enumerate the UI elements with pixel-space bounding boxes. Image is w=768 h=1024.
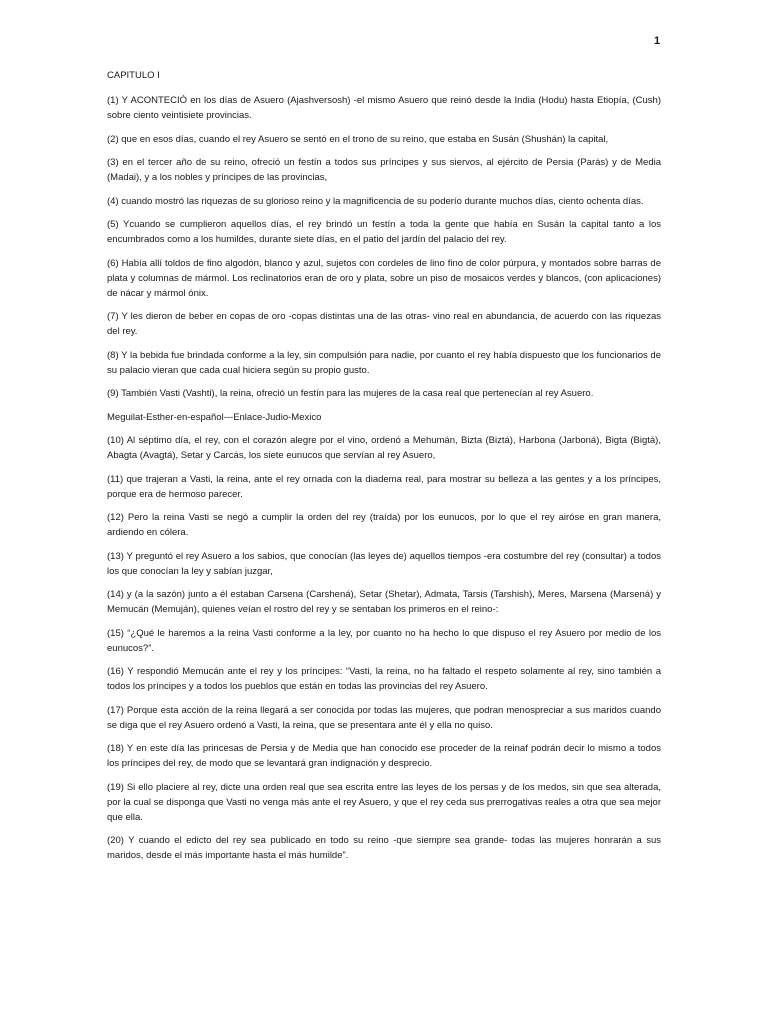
verse-paragraph: (13) Y preguntó el rey Asuero a los sabios, que conocían (las leyes de) aquellos tiempos -era costumbre del rey (consultar) a todos los que conocían la ley y sabían juzgar, <box>107 550 661 577</box>
verse-paragraph: (2) que en esos días, cuando el rey Asuero se sentó en el trono de su reino, que estaba en Susán (Shushán) la capital, <box>107 133 609 145</box>
chapter-title: CAPITULO I <box>107 70 160 81</box>
verse-paragraph: (4) cuando mostró las riquezas de su glorioso reino y la magnificencia de su poderío durante muchos días, ciento ochenta días. <box>107 195 644 207</box>
verse-paragraph: (1) Y ACONTECIÓ en los días de Asuero (Ajashversosh) -el mismo Asuero que reinó desde la India (Hodu) hasta Etiopía, (Cush) sobre ciento veintisiete provincias. <box>107 95 661 121</box>
verse-paragraph: (5) Ycuando se cumplieron aquellos días, el rey brindó un festín a toda la gente que había en Susán la capital tanto a los encumbrados como a los humildes, durante siete días, en el patio del jardín del palacio del rey. <box>107 219 661 245</box>
page-number: 1 <box>654 35 661 47</box>
verse-paragraph: (9) También Vasti (Vashti), la reina, ofreció un festín para las mujeres de la casa real que pertenecían al rey Asuero. <box>107 388 594 399</box>
verse-paragraph: (15) “¿Qué le haremos a la reina Vasti conforme a la ley, por cuanto no ha hecho lo que dispuso el rey Asuero por medio de los eunucos?”. <box>107 627 661 654</box>
verse-paragraph: (16) Y respondió Memucán ante el rey y los príncipes: “Vasti, la reina, no ha faltado el respeto solamente al rey, sino también a todos los príncipes y a todos los pueblos que están en todas las provincias del rey Asuero. <box>107 666 661 692</box>
verse-paragraph: (17) Porque esta acción de la reina llegará a ser conocida por todas las mujeres, que podran menospreciar a sus maridos cuando se diga que el rey Asuero ordenó a Vasti, la reina, que se presentara ante él y ella no quiso. <box>107 704 661 731</box>
verse-paragraph: (11) que trajeran a Vasti, la reina, ante el rey ornada con la diadema real, para mostrar su belleza a las gentes y a los príncipes, porque era de hermoso parecer. <box>107 473 661 500</box>
verse-paragraph: (20) Y cuando el edicto del rey sea publicado en todo su reino -que siempre sea grande- todas las mujeres honrarán a sus maridos, desde el más importante hasta el más humilde”. <box>107 835 661 861</box>
verse-paragraph: (3) en el tercer año de su reino, ofreció un festín a todos sus príncipes y sus siervos, al ejército de Persia (Parás) y de Media (Madai), y a los nobles y príncipes de las provincias, <box>107 157 661 183</box>
verse-paragraph: (10) Al séptimo día, el rey, con el corazón alegre por el vino, ordenó a Mehumán, Bizta (Biztá), Harbona (Jarboná), Bigta (Bigtá), Abagta (Avagtá), Setar y Carcás, los siete eunucos que servían al rey Asuero, <box>107 435 661 461</box>
verse-paragraph: (7) Y les dieron de beber en copas de oro -copas distintas una de las otras- vino real en abundancia, de acuerdo con las riquezas del rey. <box>107 311 661 337</box>
verse-paragraph: (18) Y en este día las princesas de Persia y de Media que han conocido ese proceder de la reinaf podrán decir lo mismo a todos los príncipes del rey, de modo que se levantará gran indignación y desprecio. <box>107 743 661 769</box>
verse-paragraph: (8) Y la bebida fue brindada conforme a la ley, sin compulsión para nadie, por cuanto el rey había dispuesto que los funcionarios de su palacio vieran que cada cual hiciera según su propio gusto. <box>107 349 661 376</box>
verse-paragraph: (14) y (a la sazón) junto a él estaban Carsena (Carshená), Setar (Shetar), Admata, Tarsis (Tarshish), Meres, Marsena (Marsená) y Memucán (Memuján), quienes veían el rostro del rey y se sentaban los primeros en el reino-: <box>107 589 661 615</box>
document-body <box>107 68 661 872</box>
verse-paragraph: (6) Había allí toldos de fino algodón, blanco y azul, sujetos con cordeles de lino fino de color púrpura, y montados sobre barras de plata y columnas de mármol. Los reclinatorios eran de oro y plata, sobre un piso de mosaicos verdes y blancos, (con aplicaciones) de nácar y mármol ónix. <box>107 257 661 299</box>
verse-paragraph: (19) Si ello placiere al rey, dicte una orden real que sea escrita entre las leyes de los persas y de los medos, sin que sea alterada, por la cual se disponga que Vasti no venga más ante el rey Asuero, y que el rey ceda sus prerrogativas reales a otra que sea mejor que ella. <box>107 781 661 823</box>
source-line: Meguilat-Esther-en-español---Enlace-Judio-Mexico <box>107 411 322 423</box>
verse-paragraph: (12) Pero la reina Vasti se negó a cumplir la orden del rey (traída) por los eunucos, por lo que el rey airóse en gran manera, ardiendo en cólera. <box>107 512 661 538</box>
